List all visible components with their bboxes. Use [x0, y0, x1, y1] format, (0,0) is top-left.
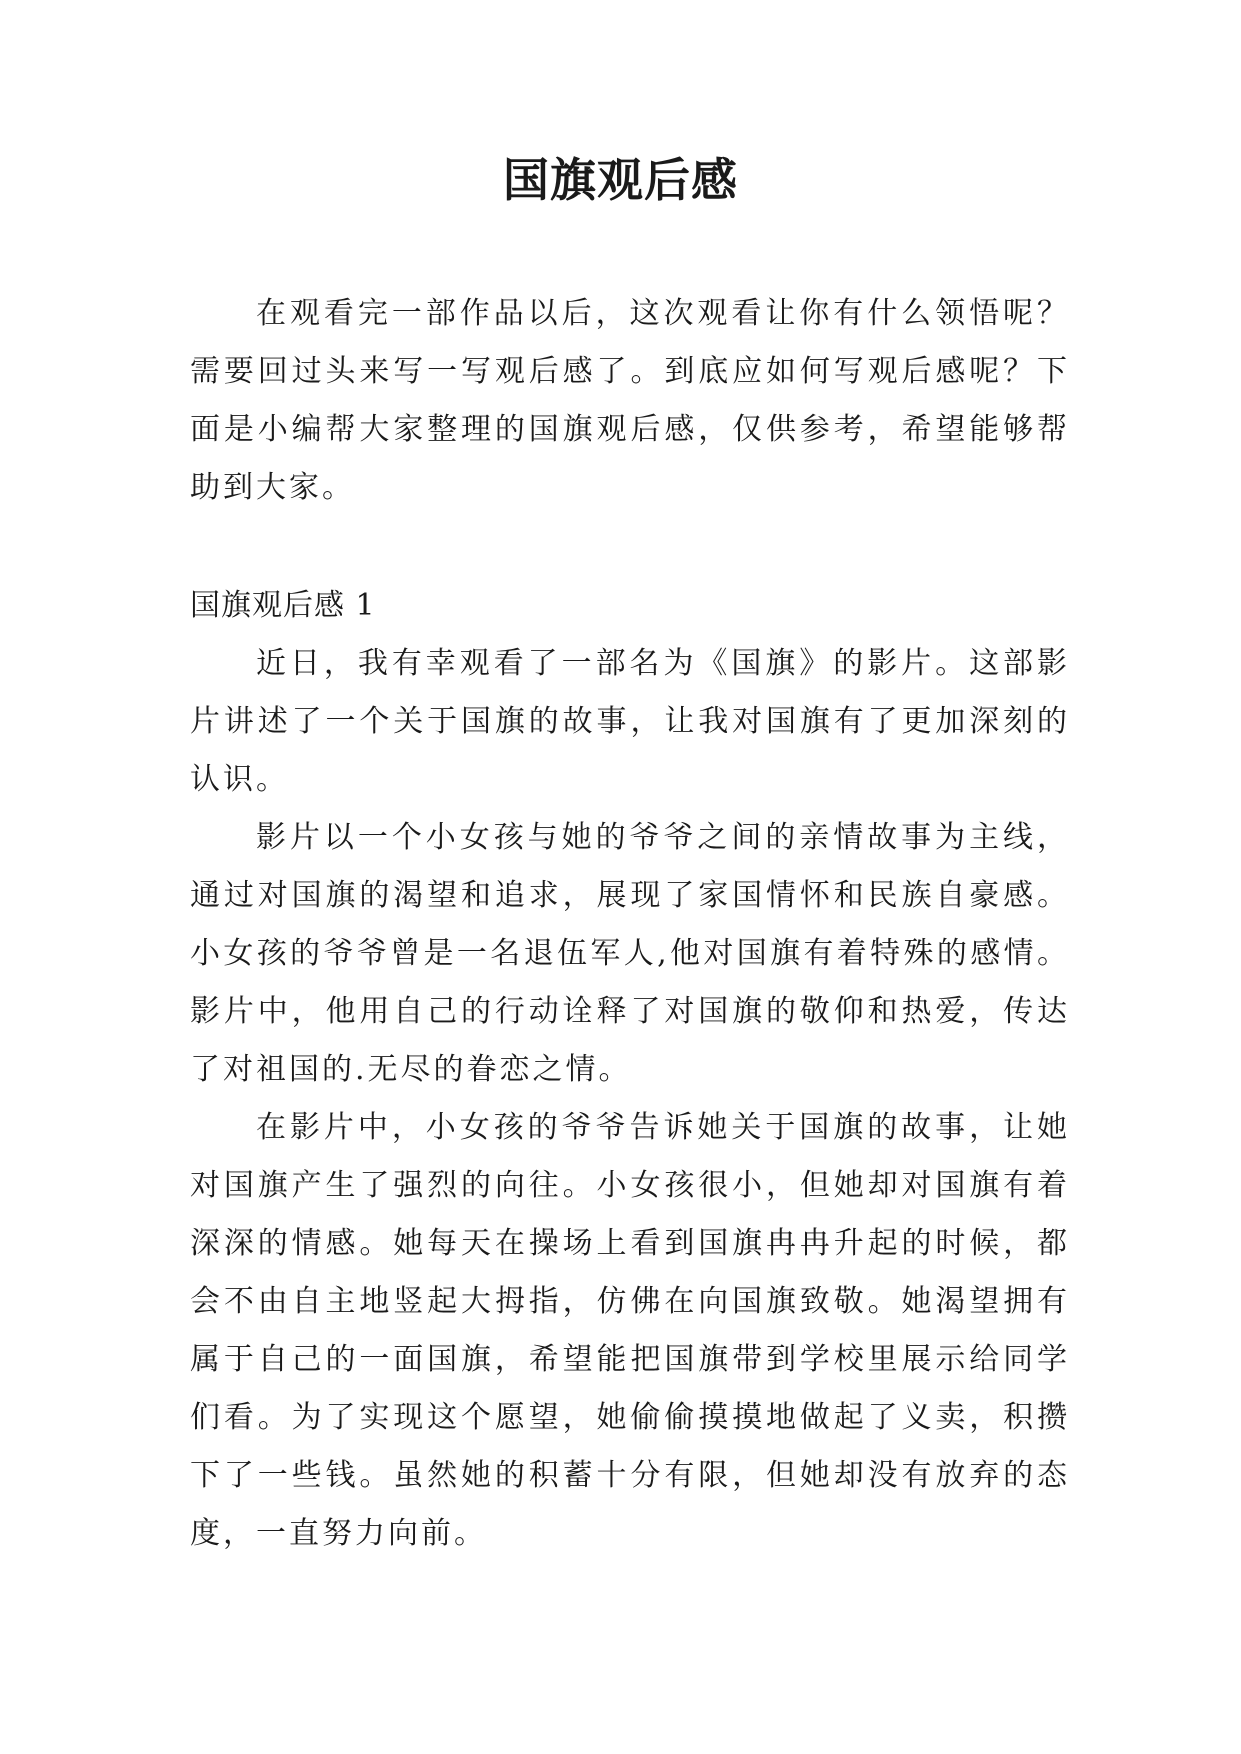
body-paragraph-2: 影片以一个小女孩与她的爷爷之间的亲情故事为主线，通过对国旗的渴望和追求，展现了家国情怀和民族自豪感。小女孩的爷爷曾是一名退伍军人,他对国旗有着特殊的感情。影片中，他用自己的行动诠释了对国旗的敬仰和热爱，传达了对祖国的.无尽的眷恋之情。 — [190, 820, 1070, 1087]
body-paragraph-1: 近日，我有幸观看了一部名为《国旗》的影片。这部影片讲述了一个关于国旗的故事，让我对国旗有了更加深刻的认识。 — [190, 646, 1070, 797]
essay-section-1 — [190, 577, 1070, 1563]
section-heading: 国旗观后感 1 — [190, 588, 376, 623]
document-title: 国旗观后感 — [503, 153, 738, 207]
intro-paragraph: 在观看完一部作品以后，这次观看让你有什么领悟呢？需要回过头来写一写观后感了。到底应如何写观后感呢？下面是小编帮大家整理的国旗观后感，仅供参考，希望能够帮助到大家。 — [190, 296, 1070, 505]
body-paragraph-3: 在影片中，小女孩的爷爷告诉她关于国旗的故事，让她对国旗产生了强烈的向往。小女孩很小，但她却对国旗有着深深的情感。她每天在操场上看到国旗冉冉升起的时候，都会不由自主地竖起大拇指，仿佛在向国旗致敬。她渴望拥有属于自己的一面国旗，希望能把国旗带到学校里展示给同学们看。为了实现这个愿望，她偷偷摸摸地做起了义卖，积攒下了一些钱。虽然她的积蓄十分有限，但她却没有放弃的态度，一直努力向前。 — [190, 1110, 1070, 1551]
